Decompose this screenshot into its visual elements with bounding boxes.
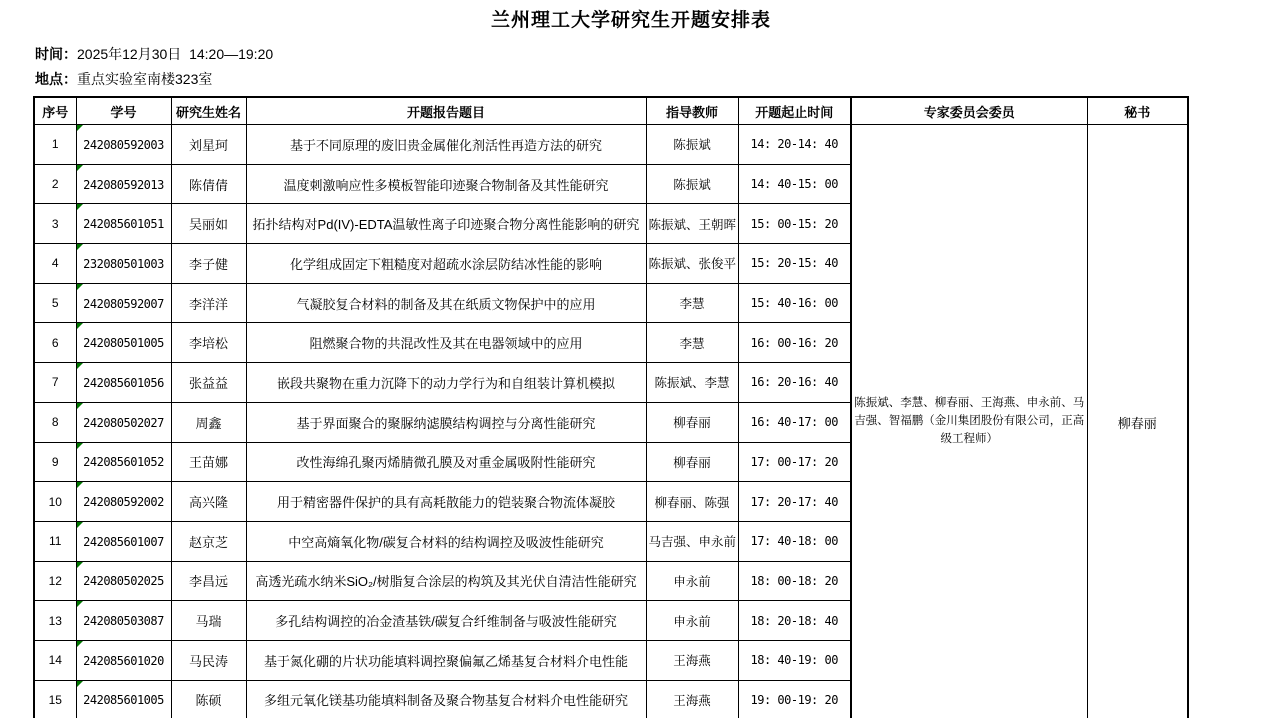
cell-time: 16: 20-16: 40: [738, 363, 851, 403]
cell-corner-flag-icon: [77, 681, 83, 687]
cell-seq: 4: [34, 244, 76, 284]
cell-supervisor: 王海燕: [646, 680, 738, 718]
cell-supervisor: 申永前: [646, 601, 738, 641]
cell-corner-flag-icon: [77, 284, 83, 290]
cell-corner-flag-icon: [77, 443, 83, 449]
cell-seq: 12: [34, 561, 76, 601]
cell-seq: 3: [34, 204, 76, 244]
cell-supervisor: 陈振斌、李慧: [646, 363, 738, 403]
cell-seq: 2: [34, 164, 76, 204]
cell-secretary: 柳春丽: [1087, 125, 1188, 718]
cell-student-id: [76, 521, 171, 561]
cell-student-id: [76, 482, 171, 522]
cell-time: 18: 40-19: 00: [738, 640, 851, 680]
cell-corner-flag-icon: [77, 125, 83, 131]
cell-topic: 改性海绵孔聚丙烯腈微孔膜及对重金属吸附性能研究: [246, 442, 646, 482]
cell-time: 17: 20-17: 40: [738, 482, 851, 522]
cell-seq: 8: [34, 402, 76, 442]
cell-time: 19: 00-19: 20: [738, 680, 851, 718]
student-id-text: 242085601005: [83, 693, 164, 708]
cell-time: 18: 20-18: 40: [738, 601, 851, 641]
cell-topic: 温度刺激响应性多模板智能印迹聚合物制备及其性能研究: [246, 164, 646, 204]
cell-student-name: 周鑫: [171, 402, 246, 442]
cell-topic: 中空高熵氧化物/碳复合材料的结构调控及吸波性能研究: [246, 521, 646, 561]
cell-student-id: [76, 244, 171, 284]
cell-student-name: 马瑞: [171, 601, 246, 641]
header-supervisor: 指导教师: [646, 97, 738, 125]
student-id-text: 242080592003: [83, 137, 164, 152]
cell-time: 14: 20-14: 40: [738, 125, 851, 165]
cell-time: 15: 20-15: 40: [738, 244, 851, 284]
cell-supervisor: 陈振斌、王朝晖: [646, 204, 738, 244]
page-title: 兰州理工大学研究生开题安排表: [490, 10, 771, 31]
cell-student-name: 李子健: [171, 244, 246, 284]
cell-student-name: 李培松: [171, 323, 246, 363]
cell-time: 14: 40-15: 00: [738, 164, 851, 204]
cell-student-name: 陈倩倩: [171, 164, 246, 204]
time-line: [35, 44, 273, 64]
cell-supervisor: 李慧: [646, 283, 738, 323]
cell-committee: 陈振斌、李慧、柳春丽、王海燕、申永前、马吉强、智福鹏（金川集团股份有限公司，正高级工程师）: [851, 125, 1087, 718]
cell-student-id: [76, 442, 171, 482]
cell-time: 15: 00-15: 20: [738, 204, 851, 244]
cell-student-name: 赵京芝: [171, 521, 246, 561]
cell-seq: 9: [34, 442, 76, 482]
header-student-id: 学号: [76, 97, 171, 125]
cell-time: 15: 40-16: 00: [738, 283, 851, 323]
cell-topic: 多组元氧化镁基功能填料制备及聚合物基复合材料介电性能研究: [246, 680, 646, 718]
cell-topic: 拓扑结构对Pd(IV)-EDTA温敏性离子印迹聚合物分离性能影响的研究: [246, 204, 646, 244]
cell-corner-flag-icon: [77, 482, 83, 488]
cell-corner-flag-icon: [77, 562, 83, 568]
cell-student-id: [76, 283, 171, 323]
cell-corner-flag-icon: [77, 403, 83, 409]
cell-topic: 多孔结构调控的冶金渣基铁/碳复合纤维制备与吸波性能研究: [246, 601, 646, 641]
cell-student-name: 高兴隆: [171, 482, 246, 522]
table-row: [34, 125, 1188, 165]
cell-seq: 1: [34, 125, 76, 165]
cell-supervisor: 王海燕: [646, 640, 738, 680]
cell-corner-flag-icon: [77, 323, 83, 329]
student-id-text: 242085601020: [83, 653, 164, 668]
cell-supervisor: 柳春丽: [646, 402, 738, 442]
time-value: 2025年12月30日 14:20—19:20: [77, 46, 274, 62]
cell-seq: 7: [34, 363, 76, 403]
cell-seq: 11: [34, 521, 76, 561]
student-id-text: 242080592002: [83, 495, 164, 510]
cell-student-id: [76, 680, 171, 718]
cell-topic: 阻燃聚合物的共混改性及其在电器领域中的应用: [246, 323, 646, 363]
cell-student-id: [76, 640, 171, 680]
cell-supervisor: 陈振斌、张俊平: [646, 244, 738, 284]
cell-student-id: [76, 204, 171, 244]
header-topic: 开题报告题目: [246, 97, 646, 125]
cell-seq: 10: [34, 482, 76, 522]
student-id-text: 242080502025: [83, 574, 164, 589]
cell-student-name: 李洋洋: [171, 283, 246, 323]
student-id-text: 232080501003: [83, 256, 164, 271]
cell-student-name: 吴丽如: [171, 204, 246, 244]
table-body: [34, 125, 1188, 718]
cell-corner-flag-icon: [77, 165, 83, 171]
cell-topic: 高透光疏水纳米SiO₂/树脂复合涂层的构筑及其光伏自清洁性能研究: [246, 561, 646, 601]
cell-student-id: [76, 561, 171, 601]
cell-supervisor: 柳春丽: [646, 442, 738, 482]
cell-supervisor: 陈振斌: [646, 164, 738, 204]
cell-topic: 嵌段共聚物在重力沉降下的动力学行为和自组装计算机模拟: [246, 363, 646, 403]
cell-topic: 用于精密器件保护的具有高耗散能力的铠装聚合物流体凝胶: [246, 482, 646, 522]
student-id-text: 242080501005: [83, 336, 164, 351]
cell-supervisor: 马吉强、申永前: [646, 521, 738, 561]
cell-corner-flag-icon: [77, 522, 83, 528]
cell-seq: 15: [34, 680, 76, 718]
location-value: 重点实验室南楼323室: [77, 71, 213, 87]
cell-corner-flag-icon: [77, 601, 83, 607]
location-line: [35, 69, 212, 89]
cell-seq: 13: [34, 601, 76, 641]
cell-corner-flag-icon: [77, 363, 83, 369]
cell-student-name: 刘星珂: [171, 125, 246, 165]
schedule-table: [33, 96, 1189, 718]
cell-seq: 5: [34, 283, 76, 323]
student-id-text: 242085601056: [83, 375, 164, 390]
student-id-text: 242085601007: [83, 534, 164, 549]
header-committee: 专家委员会委员: [851, 97, 1087, 125]
cell-time: 16: 40-17: 00: [738, 402, 851, 442]
student-id-text: 242080592013: [83, 177, 164, 192]
cell-student-name: 王苗娜: [171, 442, 246, 482]
header-secretary: 秘书: [1087, 97, 1188, 125]
cell-student-id: [76, 363, 171, 403]
cell-supervisor: 柳春丽、陈强: [646, 482, 738, 522]
header-seq: 序号: [34, 97, 76, 125]
cell-topic: 基于不同原理的废旧贵金属催化剂活性再造方法的研究: [246, 125, 646, 165]
cell-student-id: [76, 164, 171, 204]
cell-student-name: 张益益: [171, 363, 246, 403]
cell-student-id: [76, 323, 171, 363]
cell-seq: 14: [34, 640, 76, 680]
time-label: 时间：: [35, 46, 77, 62]
header-student-name: 研究生姓名: [171, 97, 246, 125]
cell-time: 17: 00-17: 20: [738, 442, 851, 482]
cell-topic: 基于氮化硼的片状功能填料调控聚偏氟乙烯基复合材料介电性能: [246, 640, 646, 680]
cell-corner-flag-icon: [77, 204, 83, 210]
cell-student-name: 马民涛: [171, 640, 246, 680]
header-time: 开题起止时间: [738, 97, 851, 125]
cell-supervisor: 申永前: [646, 561, 738, 601]
cell-student-name: 陈硕: [171, 680, 246, 718]
cell-time: 16: 00-16: 20: [738, 323, 851, 363]
student-id-text: 242085601052: [83, 455, 164, 470]
student-id-text: 242080502027: [83, 415, 164, 430]
cell-corner-flag-icon: [77, 641, 83, 647]
header-row: [34, 97, 1188, 125]
cell-topic: 化学组成固定下粗糙度对超疏水涂层防结冰性能的影响: [246, 244, 646, 284]
student-id-text: 242085601051: [83, 217, 164, 232]
cell-time: 17: 40-18: 00: [738, 521, 851, 561]
cell-topic: 基于界面聚合的聚脲纳滤膜结构调控与分离性能研究: [246, 402, 646, 442]
cell-seq: 6: [34, 323, 76, 363]
student-id-text: 242080503087: [83, 614, 164, 629]
cell-time: 18: 00-18: 20: [738, 561, 851, 601]
cell-student-id: [76, 125, 171, 165]
cell-student-id: [76, 601, 171, 641]
cell-topic: 气凝胶复合材料的制备及其在纸质文物保护中的应用: [246, 283, 646, 323]
student-id-text: 242080592007: [83, 296, 164, 311]
cell-supervisor: 李慧: [646, 323, 738, 363]
location-label: 地点：: [35, 71, 77, 87]
cell-corner-flag-icon: [77, 244, 83, 250]
cell-supervisor: 陈振斌: [646, 125, 738, 165]
cell-student-name: 李昌远: [171, 561, 246, 601]
cell-student-id: [76, 402, 171, 442]
